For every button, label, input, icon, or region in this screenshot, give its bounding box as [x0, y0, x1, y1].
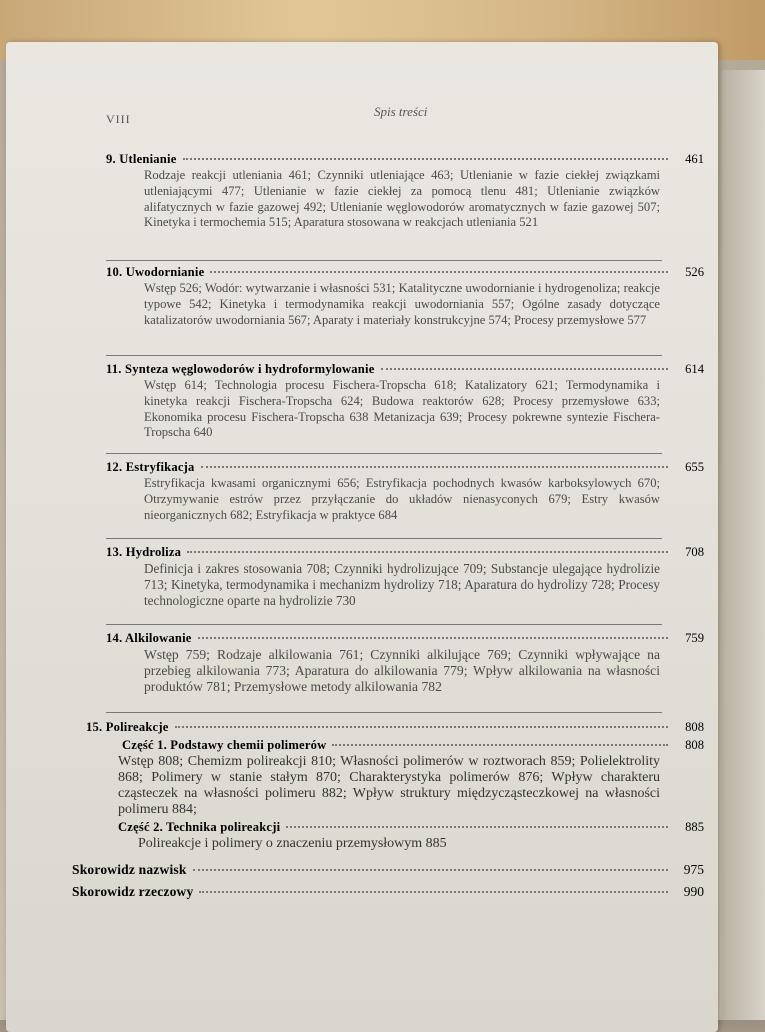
- dot-leaders: [199, 891, 668, 893]
- dot-leaders: [175, 726, 668, 728]
- divider: [106, 453, 662, 454]
- dot-leaders: [332, 744, 668, 746]
- dot-leaders: [198, 637, 668, 639]
- chapter-title: Utlenianie: [119, 152, 177, 166]
- part-page: 885: [685, 820, 704, 834]
- chapter-page: 759: [685, 631, 704, 645]
- divider: [106, 624, 662, 625]
- divider: [106, 260, 662, 261]
- chapter-contents: Wstęp 614; Technologia procesu Fischera-Tropscha 618; Katalizatory 621; Termodynamika i kinetyka reakcji Fischera-Tropscha 624; Budowa reaktorów 628; Procesy przemysłowe 633; Ekonomika procesu Fischera-Tropscha 638 Metanizacja 639; Procesy pokrewne syntezie Fischera-Tropscha 640: [144, 378, 660, 440]
- chapter-title: Polireakcje: [105, 720, 169, 734]
- toc-entry-12: [106, 460, 704, 523]
- toc-entry-11: [106, 362, 704, 441]
- chapter-number: 9.: [106, 152, 116, 166]
- chapter-contents: Estryfikacja kwasami organicznymi 656; Estryfikacja pochodnych kwasów karboksylowych 670; Otrzymywanie estrów przez przyłączanie do układów nienasyconych 679; Estry kwasów nieorganicznych 682; Estryfikacja w praktyce 684: [144, 476, 660, 522]
- dot-leaders: [381, 368, 669, 370]
- divider: [106, 355, 662, 356]
- chapter-number: 15.: [86, 720, 103, 734]
- part-1-contents: Wstęp 808; Chemizm polireakcji 810; Własności polimerów w roztworach 859; Polielektrolity 868; Polimery w stanie stałym 870; Charakterystyka polimerów 876; Wpływ charakteru cząsteczek na własności polimeru 882; Wpływ struktury międzycząsteczkowej na własności polimeru 884;: [118, 754, 660, 817]
- chapter-number: 14.: [106, 631, 123, 645]
- dot-leaders: [201, 466, 668, 468]
- index-title: Skorowidz rzeczowy: [72, 884, 194, 899]
- toc-entry-13: [106, 545, 704, 609]
- divider: [106, 538, 662, 539]
- chapter-page: 614: [685, 362, 704, 376]
- facing-page-edge: [722, 70, 765, 1020]
- chapter-title: Hydroliza: [125, 545, 182, 559]
- dot-leaders: [183, 158, 669, 160]
- toc-entry-14: [106, 631, 704, 696]
- part-2-heading: [118, 820, 704, 836]
- chapter-number: 10.: [106, 265, 123, 279]
- part-title: Część 2. Technika polireakcji: [118, 820, 281, 834]
- chapter-page: 526: [685, 265, 704, 279]
- divider: [106, 712, 662, 713]
- dot-leaders: [193, 869, 668, 871]
- chapter-contents: Wstęp 526; Wodór: wytwarzanie i własności 531; Katalityczne uwodornianie i hydrogenoliza; reakcje typowe 542; Kinetyka i termodynamika reakcji uwodorniania 557; Ogólne zasady dotyczące katalizatorów uwodorniania 567; Aparaty i materiały konstrukcyjne 574; Procesy przemysłowe 577: [144, 281, 660, 327]
- chapter-contents: Rodzaje reakcji utleniania 461; Czynniki utleniające 463; Utlenianie w fazie ciekłej związkami utleniającymi 477; Utlenianie w fazie ciekłej za pomocą tlenu 481; Utlenianie związków alifatycznych w fazie gazowej 492; Utlenianie węglowodorów aromatycznych w fazie gazowej 507; Kinetyka i termochemia 515; Aparatura stosowana w reakcjach utleniania 521: [144, 168, 660, 230]
- chapter-page: 461: [685, 152, 704, 166]
- dot-leaders: [286, 826, 668, 828]
- chapter-title: Estryfikacja: [125, 460, 195, 474]
- part-page: 808: [685, 738, 704, 752]
- chapter-number: 11.: [106, 362, 122, 376]
- index-title: Skorowidz nazwisk: [72, 862, 187, 877]
- running-title: Spis treści: [374, 104, 428, 119]
- chapter-title: Alkilowanie: [125, 631, 192, 645]
- chapter-title: Uwodornianie: [125, 265, 205, 279]
- part-title: Część 1. Podstawy chemii polimerów: [122, 738, 327, 752]
- chapter-page: 808: [685, 720, 704, 734]
- dot-leaders: [187, 551, 668, 553]
- chapter-page: 655: [685, 460, 704, 474]
- part-2-contents: Polireakcje i polimery o znaczeniu przemysłowym 885: [138, 836, 447, 851]
- chapter-contents: Definicja i zakres stosowania 708; Czynniki hydrolizujące 709; Substancje ulegające hydrolizie 713; Kinetyka, termodynamika i mechanizm hydrolizy 718; Aparatura do hydrolizy 728; Procesy technologiczne oparte na hydrolizie 730: [144, 561, 660, 608]
- toc-entry-15: [86, 720, 704, 852]
- chapter-number: 12.: [106, 460, 123, 474]
- index-page: 975: [683, 862, 704, 877]
- index-subjects: [72, 884, 704, 902]
- page-number: VIII: [106, 112, 131, 126]
- chapter-title: Synteza węglowodorów i hydroformylowanie: [125, 362, 375, 376]
- toc-entry-10: [106, 265, 704, 328]
- part-1-heading: [122, 738, 704, 754]
- toc-entry-9: [106, 152, 704, 231]
- chapter-contents: Wstęp 759; Rodzaje alkilowania 761; Czynniki alkilujące 769; Czynniki wpływające na przebieg alkilowania 773; Aparatura do alkilowania 779; Wpływ alkilowania na własności produktów 781; Przemysłowe metody alkilowania 782: [144, 647, 660, 695]
- chapter-page: 708: [685, 545, 704, 559]
- index-page: 990: [683, 884, 704, 899]
- dot-leaders: [210, 271, 668, 273]
- index-names: [72, 862, 704, 880]
- chapter-number: 13.: [106, 545, 123, 559]
